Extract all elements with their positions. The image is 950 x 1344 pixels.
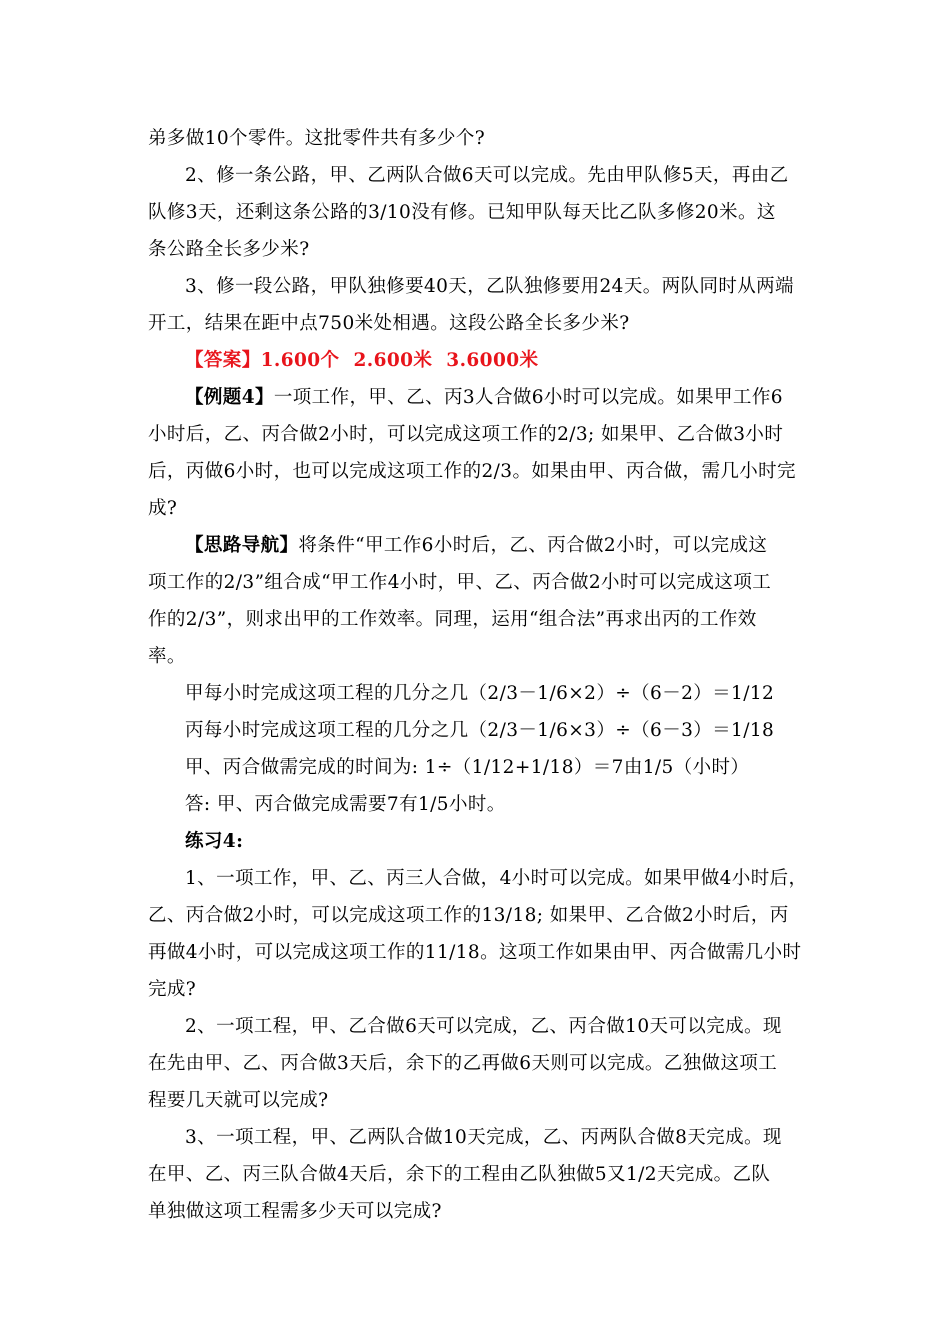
- practice4-q2-line3: 程要几天就可以完成?: [148, 1090, 329, 1111]
- practice3-q3-line1: 3、修一段公路，甲队独修要40天，乙队独修要用24天。两队同时从两端: [185, 276, 794, 297]
- guide-label: 【思路导航】: [185, 535, 299, 556]
- guide-line1: [185, 527, 865, 564]
- practice4-q1-line4: 完成?: [148, 979, 197, 1000]
- example4-line4: 成?: [148, 498, 178, 519]
- guide-text-1: 将条件“甲工作6小时后，乙、丙合做2小时，可以完成这: [298, 535, 768, 556]
- answer-label: 【答案】: [185, 350, 261, 371]
- answer-item-2: 2.600米: [353, 350, 433, 371]
- practice4-q1-line1: 1、一项工作，甲、乙、丙三人合做，4小时可以完成。如果甲做4小时后，: [185, 868, 808, 889]
- example4-line3: 后，丙做6小时，也可以完成这项工作的2/3。如果由甲、丙合做，需几小时完: [148, 461, 796, 482]
- practice3-q2-line1: 2、修一条公路，甲、乙两队合做6天可以完成。先由甲队修5天，再由乙: [185, 165, 789, 186]
- example4-text-1: 一项工作，甲、乙、丙3人合做6小时可以完成。如果甲工作6: [273, 387, 783, 408]
- guide-calc-2: 丙每小时完成这项工程的几分之几（2/3－1/6×3）÷（6－3）＝1/18: [185, 720, 775, 741]
- guide-calc-1: 甲每小时完成这项工程的几分之几（2/3－1/6×2）÷（6－2）＝1/12: [185, 683, 775, 704]
- answer-line: [185, 342, 865, 379]
- example4-label: 【例题4】: [185, 387, 274, 408]
- practice4-q2-line2: 在先由甲、乙、丙合做3天后，余下的乙再做6天则可以完成。乙独做这项工: [148, 1053, 778, 1074]
- practice3-q2-line2: 队修3天，还剩这条公路的3/10没有修。已知甲队每天比乙队多修20米。这: [148, 202, 776, 223]
- guide-answer: 答: 甲、丙合做完成需要7有1/5小时。: [185, 794, 506, 815]
- practice4-q1-line2: 乙、丙合做2小时，可以完成这项工作的13/18; 如果甲、乙合做2小时后，丙: [148, 905, 789, 926]
- practice4-q3-line3: 单独做这项工程需多少天可以完成?: [148, 1201, 442, 1222]
- practice3-q3-line2: 开工，结果在距中点750米处相遇。这段公路全长多少米?: [148, 313, 630, 334]
- answer-item-1: 1.600个: [260, 350, 340, 371]
- example4-line2: 小时后，乙、丙合做2小时，可以完成这项工作的2/3; 如果甲、乙合做3小时: [148, 424, 784, 445]
- practice4-q2-line1: 2、一项工程，甲、乙合做6天可以完成，乙、丙合做10天可以完成。现: [185, 1016, 782, 1037]
- practice3-q1-tail: 弟多做10个零件。这批零件共有多少个?: [148, 128, 486, 149]
- guide-line4: 率。: [148, 646, 186, 667]
- example4-line1: [185, 379, 865, 416]
- practice4-q3-line1: 3、一项工程，甲、乙两队合做10天完成，乙、丙两队合做8天完成。现: [185, 1127, 782, 1148]
- practice4-heading: 练习4:: [185, 831, 244, 852]
- guide-calc-3: 甲、丙合做需完成的时间为: 1÷（1/12+1/18）＝7由1/5（小时）: [185, 757, 750, 778]
- guide-line3: 作的2/3”，则求出甲的工作效率。同理，运用“组合法”再求出丙的工作效: [148, 609, 757, 630]
- answer-item-3: 3.6000米: [446, 350, 539, 371]
- guide-line2: 项工作的2/3”组合成“甲工作4小时，甲、乙、丙合做2小时可以完成这项工: [148, 572, 772, 593]
- practice3-q2-line3: 条公路全长多少米?: [148, 239, 310, 260]
- practice4-q1-line3: 再做4小时，可以完成这项工作的11/18。这项工作如果由甲、丙合做需几小时: [148, 942, 802, 963]
- practice4-q3-line2: 在甲、乙、丙三队合做4天后，余下的工程由乙队独做5又1/2天完成。乙队: [148, 1164, 771, 1185]
